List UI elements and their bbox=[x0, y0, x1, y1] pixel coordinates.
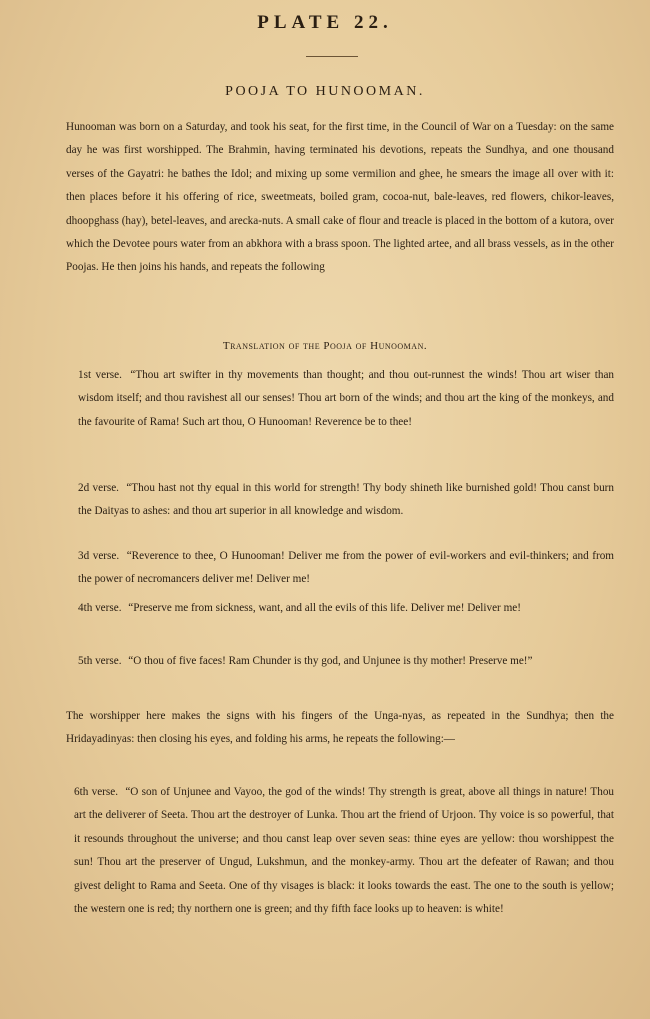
verse-label: 4th verse. bbox=[78, 602, 122, 614]
verse-label: 5th verse. bbox=[78, 655, 122, 667]
translation-heading: Translation of the Pooja of Hunooman. bbox=[222, 340, 428, 352]
verse-text: “Thou hast not thy equal in this world for strength! Thy body shineth like burnished gold! Thou canst burn the Daityas to ashes: and thou art superior in all knowledge and wisdom. bbox=[78, 482, 614, 518]
verse-text: “Reverence to thee, O Hunooman! Deliver me from the power of evil-workers and evil-thinkers; and from the power of necromancers deliver me! Deliver me! bbox=[78, 550, 615, 586]
worshipper-paragraph: The worshipper here makes the signs with his fingers of the Unga-nyas, as repeated in the Sundhya; then the Hridayadinyas: then closing his eyes, and folding his arms, he repeats the following:— bbox=[66, 710, 614, 746]
verse-text: “O thou of five faces! Ram Chunder is thy god, and Unjunee is thy mother! Preserve me!” bbox=[128, 655, 533, 667]
verse-4 bbox=[78, 597, 614, 620]
intro-text: Hunooman was born on a Saturday, and took his seat, for the first time, in the Council of War on a Tuesday: on the same day he was first worshipped. The Brahmin, having terminated his devotions, repeats the Sundhya, and one thousand verses of the Gayatri: he bathes the Idol; and mixing up some vermilion and ghee, he smears the image all over with it: then places before it his offering of rice, sweetmeats, boiled gram, cocoa-nut, bale-leaves, red flowers, chikor-leaves, dhoopghass (hay), betel-leaves, and arecka-nuts. A small cake of flour and treacle is placed in the bottom of a kutora, over which the Devotee pours water from an abkhora with a brass spoon. The lighted artee, and all brass vessels, as in the other Poojas. He then joins his hands, and repeats the following bbox=[66, 121, 614, 274]
title-rule bbox=[306, 56, 358, 57]
verse-3 bbox=[78, 545, 614, 592]
verse-label: 1st verse. bbox=[78, 369, 122, 381]
verse-2 bbox=[78, 477, 614, 524]
section-heading: POOJA TO HUNOOMAN. bbox=[225, 84, 425, 99]
verse-label: 6th verse. bbox=[74, 786, 119, 798]
verse-5 bbox=[78, 650, 614, 673]
verse-6 bbox=[74, 781, 614, 921]
intro-paragraph bbox=[66, 116, 614, 280]
verse-text: “O son of Unjunee and Vayoo, the god of the winds! Thy strength is great, above all things in nature! Thou art the deliverer of Seeta. Thou art the destroyer of Lunka. Thou art the friend of Urjoon. Thy voice is so powerful, that it resounds throughout the universe; and thou canst leap over seven seas: thine eyes are yellow: thou worshippest the sun! Thou art the preserver of Ungud, Lukshmun, and the monkey-army. Thou art the defeater of Rawan; and thou givest delight to Rama and Seeta. One of thy visages is black: it looks towards the east. The one to the south is yellow; the western one is red; thy northern one is green; and thy fifth face looks up to heaven: is white! bbox=[74, 786, 615, 916]
verse-1 bbox=[78, 364, 614, 434]
verse-label: 3d verse. bbox=[78, 550, 120, 562]
verse-label: 2d verse. bbox=[78, 482, 119, 494]
verse-text: “Thou art swifter in thy movements than thought; and thou out-runnest the winds! Thou art wiser than wisdom itself; and thou ravishest all our senses! Thou art born of the winds; and thou art the king of the monkeys, and the favourite of Rama! Such art thou, O Hunooman! Reverence be to thee! bbox=[78, 369, 614, 428]
plate-title: PLATE 22. bbox=[257, 12, 393, 33]
verse-text: “Preserve me from sickness, want, and all the evils of this life. Deliver me! Deliver me! bbox=[128, 602, 521, 614]
